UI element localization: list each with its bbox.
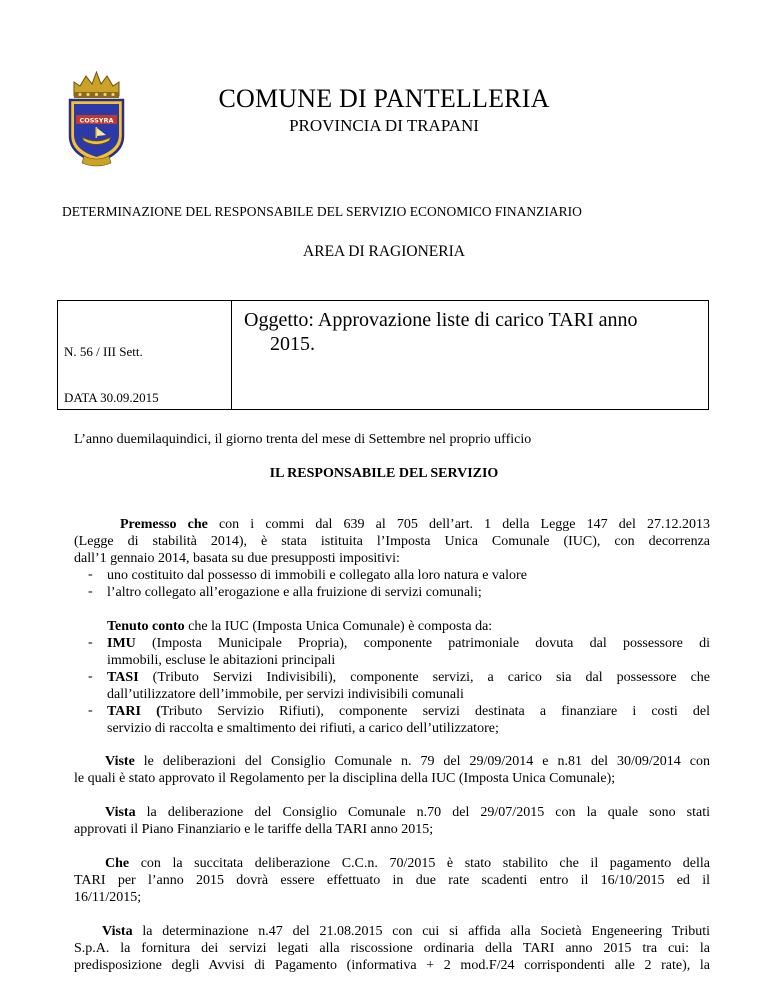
- determinazione-heading: DETERMINAZIONE DEL RESPONSABILE DEL SERVIZIO ECONOMICO FINANZIARIO: [62, 204, 582, 219]
- che-line-3: 16/11/2015;: [74, 890, 142, 905]
- vista-2-line-1: Vista la determinazione n.47 del 21.08.2015 con cui si affida alla Società Engeneering Tributi: [102, 924, 710, 939]
- tenuto-conto-line: Tenuto conto che la IUC (Imposta Unica Comunale) è composta da:: [107, 619, 493, 634]
- vista-1-line-2: approvati il Piano Finanziario e le tariffe della TARI anno 2015;: [74, 822, 434, 837]
- vista-2-line-3: predisposizione degli Avvisi di Pagamento (informativa + 2 mod.F/24 corrispondenti alle 2 rate), la: [74, 958, 710, 973]
- tasi-line-1: TASI (Tributo Servizi Indivisibili), componente servizi, a carico sia dal possessore che: [107, 670, 710, 685]
- presupposto-item-2: l’altro collegato all’erogazione e alla fruizione di servizi comunali;: [107, 585, 482, 600]
- subject-line-1: Oggetto: Approvazione liste di carico TARI anno: [244, 309, 638, 331]
- imu-line-1: IMU (Imposta Municipale Propria), componente patrimoniale dovuta dal possessore di: [107, 636, 710, 651]
- list-dash: -: [88, 703, 93, 718]
- tari-line-1: TARI (Tributo Servizio Rifiuti), componente servizi destinata a finanziare i costi del: [107, 704, 710, 719]
- tasi-line-2: dall’utilizzatore dell’immobile, per servizi indivisibili comunali: [107, 687, 464, 702]
- determination-number: N. 56 / III Sett.: [64, 344, 143, 359]
- intro-paragraph: L’anno duemilaquindici, il giorno trenta del mese di Settembre nel proprio ufficio: [74, 432, 532, 447]
- che-line-2: TARI per l’anno 2015 dovrà essere effettuato in due rate scadenti entro il 16/10/2015 ed il: [74, 873, 710, 888]
- vista-1-line-1: Vista la deliberazione del Consiglio Comunale n.70 del 29/07/2015 con la quale sono stati: [105, 805, 710, 820]
- viste-line-2: le quali è stato approvato il Regolamento per la disciplina della IUC (Imposta Unica Comunale);: [74, 771, 616, 786]
- determination-date: DATA 30.09.2015: [64, 390, 159, 405]
- responsabile-heading: IL RESPONSABILE DEL SERVIZIO: [269, 466, 499, 481]
- comune-title: COMUNE DI PANTELLERIA: [218, 84, 550, 113]
- premesso-line-2: (Legge di stabilità 2014), è stata istituita l’Imposta Unica Comunale (IUC), con decorrenza: [74, 534, 710, 549]
- area-heading: AREA DI RAGIONERIA: [303, 243, 465, 260]
- che-line-1: Che con la succitata deliberazione C.C.n. 70/2015 è stato stabilito che il pagamento della: [105, 856, 710, 871]
- list-dash: -: [88, 669, 93, 684]
- premesso-line-3: dall’1 gennaio 2014, basata su due presupposti impositivi:: [74, 551, 400, 566]
- premesso-lead: Premesso che: [120, 517, 208, 532]
- subject-line-2: 2015.: [270, 333, 315, 355]
- box-divider: [231, 301, 232, 409]
- list-dash: -: [88, 635, 93, 650]
- crest-banner-text: COSSYRA: [79, 116, 114, 125]
- list-dash: -: [88, 567, 93, 582]
- premesso-line-1: Premesso che con i commi dal 639 al 705 dell’art. 1 della Legge 147 del 27.12.2013: [120, 517, 710, 532]
- viste-line-1: Viste le deliberazioni del Consiglio Comunale n. 79 del 29/09/2014 e n.81 del 30/09/2014 con: [105, 754, 710, 769]
- vista-2-line-2: S.p.A. la fornitura dei servizi legati alla riscossione ordinaria della TARI anno 2015 tra cui: la: [74, 941, 710, 956]
- provincia-subtitle: PROVINCIA DI TRAPANI: [289, 116, 479, 135]
- tari-line-2: servizio di raccolta e smaltimento dei rifiuti, a carico dell’utilizzatore;: [107, 721, 499, 736]
- imu-line-2: immobili, escluse le abitazioni principali: [107, 653, 336, 668]
- list-dash: -: [88, 584, 93, 599]
- presupposto-item-1: uno costituito dal possesso di immobili e collegato alla loro natura e valore: [107, 568, 527, 583]
- reference-box: [57, 300, 709, 410]
